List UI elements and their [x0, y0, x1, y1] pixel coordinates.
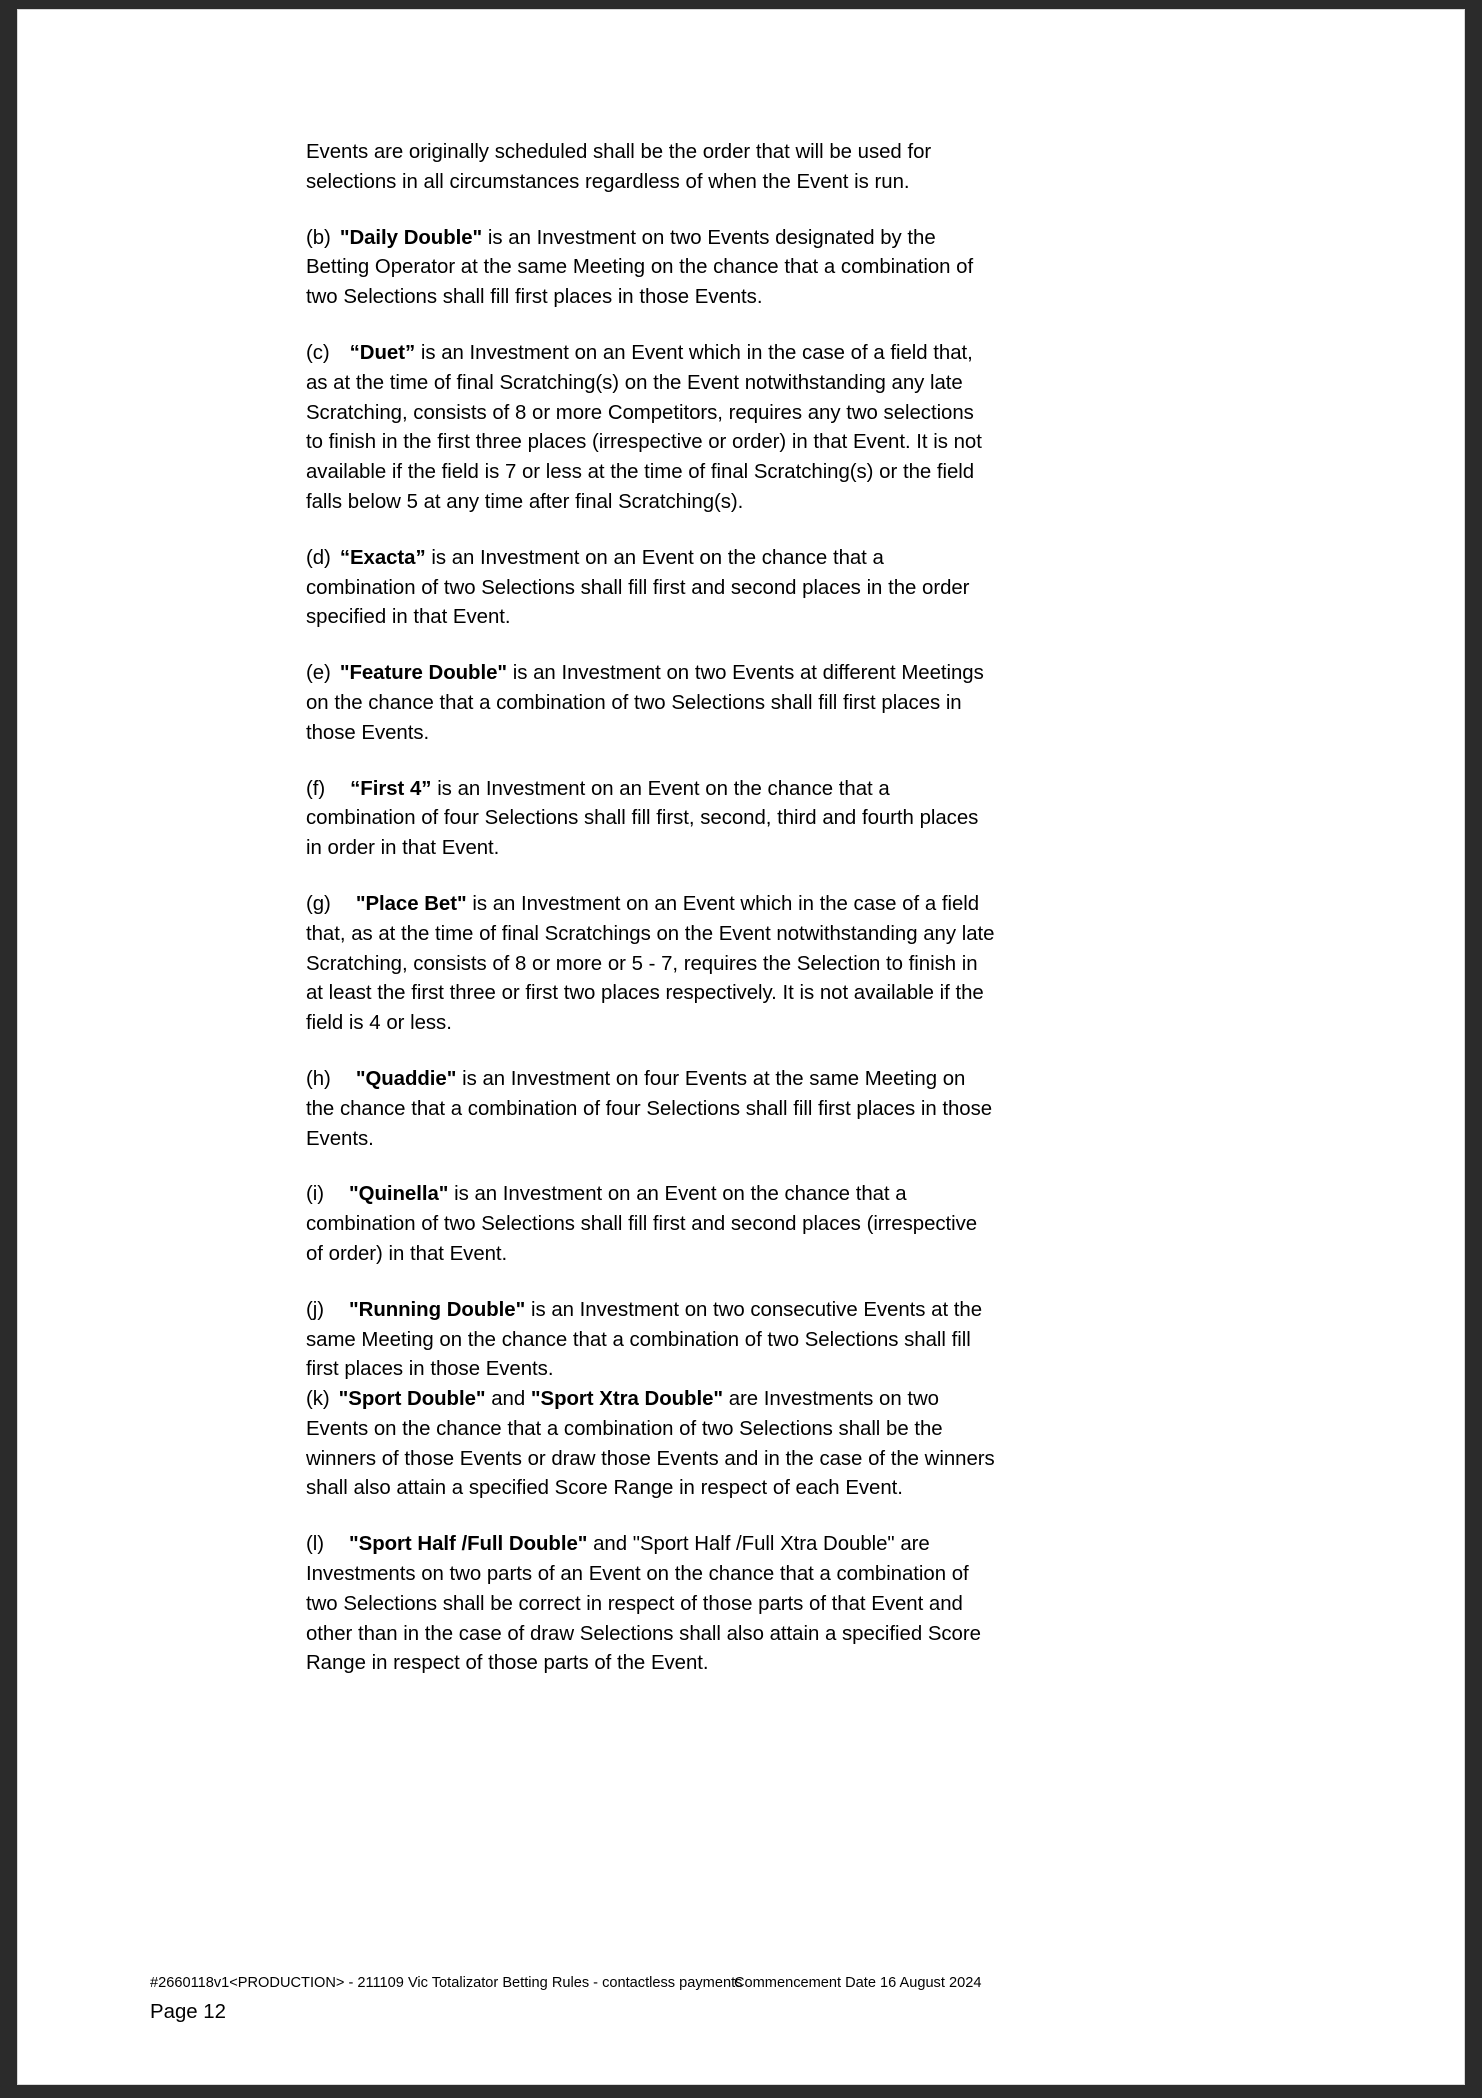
- clause-term: "Quinella": [349, 1183, 449, 1206]
- clause-marker: (c): [306, 341, 330, 364]
- document-page: [18, 10, 1464, 2084]
- clause-term: "Sport Double": [338, 1388, 486, 1411]
- clause-marker: (d): [306, 546, 331, 569]
- paragraph-text-mid: and "Sport Half /Full Xtra Double" are: [587, 1533, 930, 1556]
- clause-term: "Quaddie": [355, 1067, 457, 1090]
- paragraph-clause-e: [306, 659, 996, 748]
- paragraph-clause-d: [306, 544, 996, 633]
- clause-term: "Place Bet": [355, 892, 467, 915]
- paragraph-text: Events are originally scheduled shall be the order that will be used for selections in all circumstances regardless of when the Event is run.: [306, 141, 932, 193]
- paragraph-text: is an Investment on an Event on the chance that a combination of four Selections shall fill first, second, third and fourth places in order in that Event.: [306, 777, 979, 860]
- clause-term-secondary: "Sport Xtra Double": [530, 1388, 723, 1411]
- paragraph-text: is an Investment on an Event which in the case of a field that, as at the time of final Scratchings on the Event notwithstanding any late Scratching, consists of 8 or more or 5 - 7, requires the Selection to finish in at least the first three or first two places respectively. It is not available if the field is 4 or less.: [306, 892, 995, 1035]
- paragraph-clause-j: [306, 1296, 996, 1385]
- clause-marker: (b): [306, 226, 331, 249]
- paragraph-text-mid: and: [485, 1388, 531, 1411]
- clause-marker: (e): [306, 662, 331, 685]
- paragraph-clause-k: [306, 1385, 996, 1504]
- clause-marker: (k): [306, 1388, 330, 1411]
- paragraph-text: are Investments on two Events on the chance that a combination of two Selections shall be the winners of those Events or draw those Events and in the case of the winners shall also attain a specified Score Range in respect of each Event.: [306, 1388, 995, 1500]
- paragraph-intro-continuation: [306, 138, 996, 198]
- paragraph-text: is an Investment on two Events designated by the Betting Operator at the same Meeting on the chance that a combination of two Selections shall fill first places in those Events.: [306, 226, 974, 309]
- clause-term: "Daily Double": [339, 226, 483, 249]
- clause-marker: (g): [306, 892, 331, 915]
- paragraph-text: is an Investment on two consecutive Events at the same Meeting on the chance that a combination of two Selections shall fill first places in those Events.: [306, 1298, 983, 1381]
- footer-commencement-date: Commencement Date 16 August 2024: [734, 1975, 982, 1991]
- clause-term: “First 4”: [350, 777, 432, 800]
- paragraph-text: is an Investment on an Event which in the case of a field that, as at the time of final Scratching(s) on the Event notwithstanding any late Scratching, consists of 8 or more Competitors, requires any two selections to finish in the first three places (irrespective or order) in that Event. It is not available if the field is 7 or less at the time of final Scratching(s) or the field falls below 5 at any time after final Scratching(s).: [306, 341, 982, 513]
- paragraph-text: is an Investment on an Event on the chance that a combination of two Selections shall fill first and second places (irrespective of order) in that Event.: [306, 1183, 978, 1265]
- clause-marker: (h): [306, 1067, 331, 1090]
- clause-term: "Sport Half /Full Double": [349, 1533, 588, 1556]
- clause-marker: (l): [306, 1533, 324, 1556]
- paragraph-clause-g: [306, 890, 996, 1039]
- page-body: [306, 138, 996, 1705]
- clause-term: "Running Double": [349, 1298, 526, 1321]
- footer-top-line: [18, 1972, 1464, 1998]
- clause-term: “Duet”: [349, 341, 416, 364]
- clause-marker: (f): [306, 777, 326, 800]
- paragraph-text: is an Investment on two Events at different Meetings on the chance that a combination of two Selections shall fill first places in those Events.: [306, 662, 984, 744]
- clause-term: “Exacta”: [339, 546, 426, 569]
- paragraph-clause-b: [306, 224, 996, 313]
- page-footer: [18, 1972, 1464, 2023]
- paragraph-clause-c: [306, 339, 996, 518]
- clause-marker: (i): [306, 1183, 324, 1206]
- paragraph-clause-h: [306, 1065, 996, 1154]
- paragraph-clause-i: [306, 1180, 996, 1269]
- paragraph-clause-l: [306, 1530, 996, 1679]
- footer-document-id: #2660118v1<PRODUCTION> - 211109 Vic Totalizator Betting Rules - contactless payments: [150, 1975, 743, 1991]
- paragraph-text: is an Investment on four Events at the same Meeting on the chance that a combination of four Selections shall fill first places in those Events.: [306, 1067, 993, 1150]
- clause-term: "Feature Double": [339, 662, 508, 685]
- footer-page-number: Page 12: [150, 2001, 226, 2023]
- paragraph-text: is an Investment on an Event on the chance that a combination of two Selections shall fill first and second places in the order specified in that Event.: [306, 546, 970, 629]
- paragraph-text: Investments on two parts of an Event on the chance that a combination of two Selections shall be correct in respect of those parts of that Event and other than in the case of draw Selections shall also attain a specified Score Range in respect of those parts of the Event.: [306, 1563, 981, 1675]
- paragraph-clause-f: [306, 775, 996, 864]
- clause-marker: (j): [306, 1298, 324, 1321]
